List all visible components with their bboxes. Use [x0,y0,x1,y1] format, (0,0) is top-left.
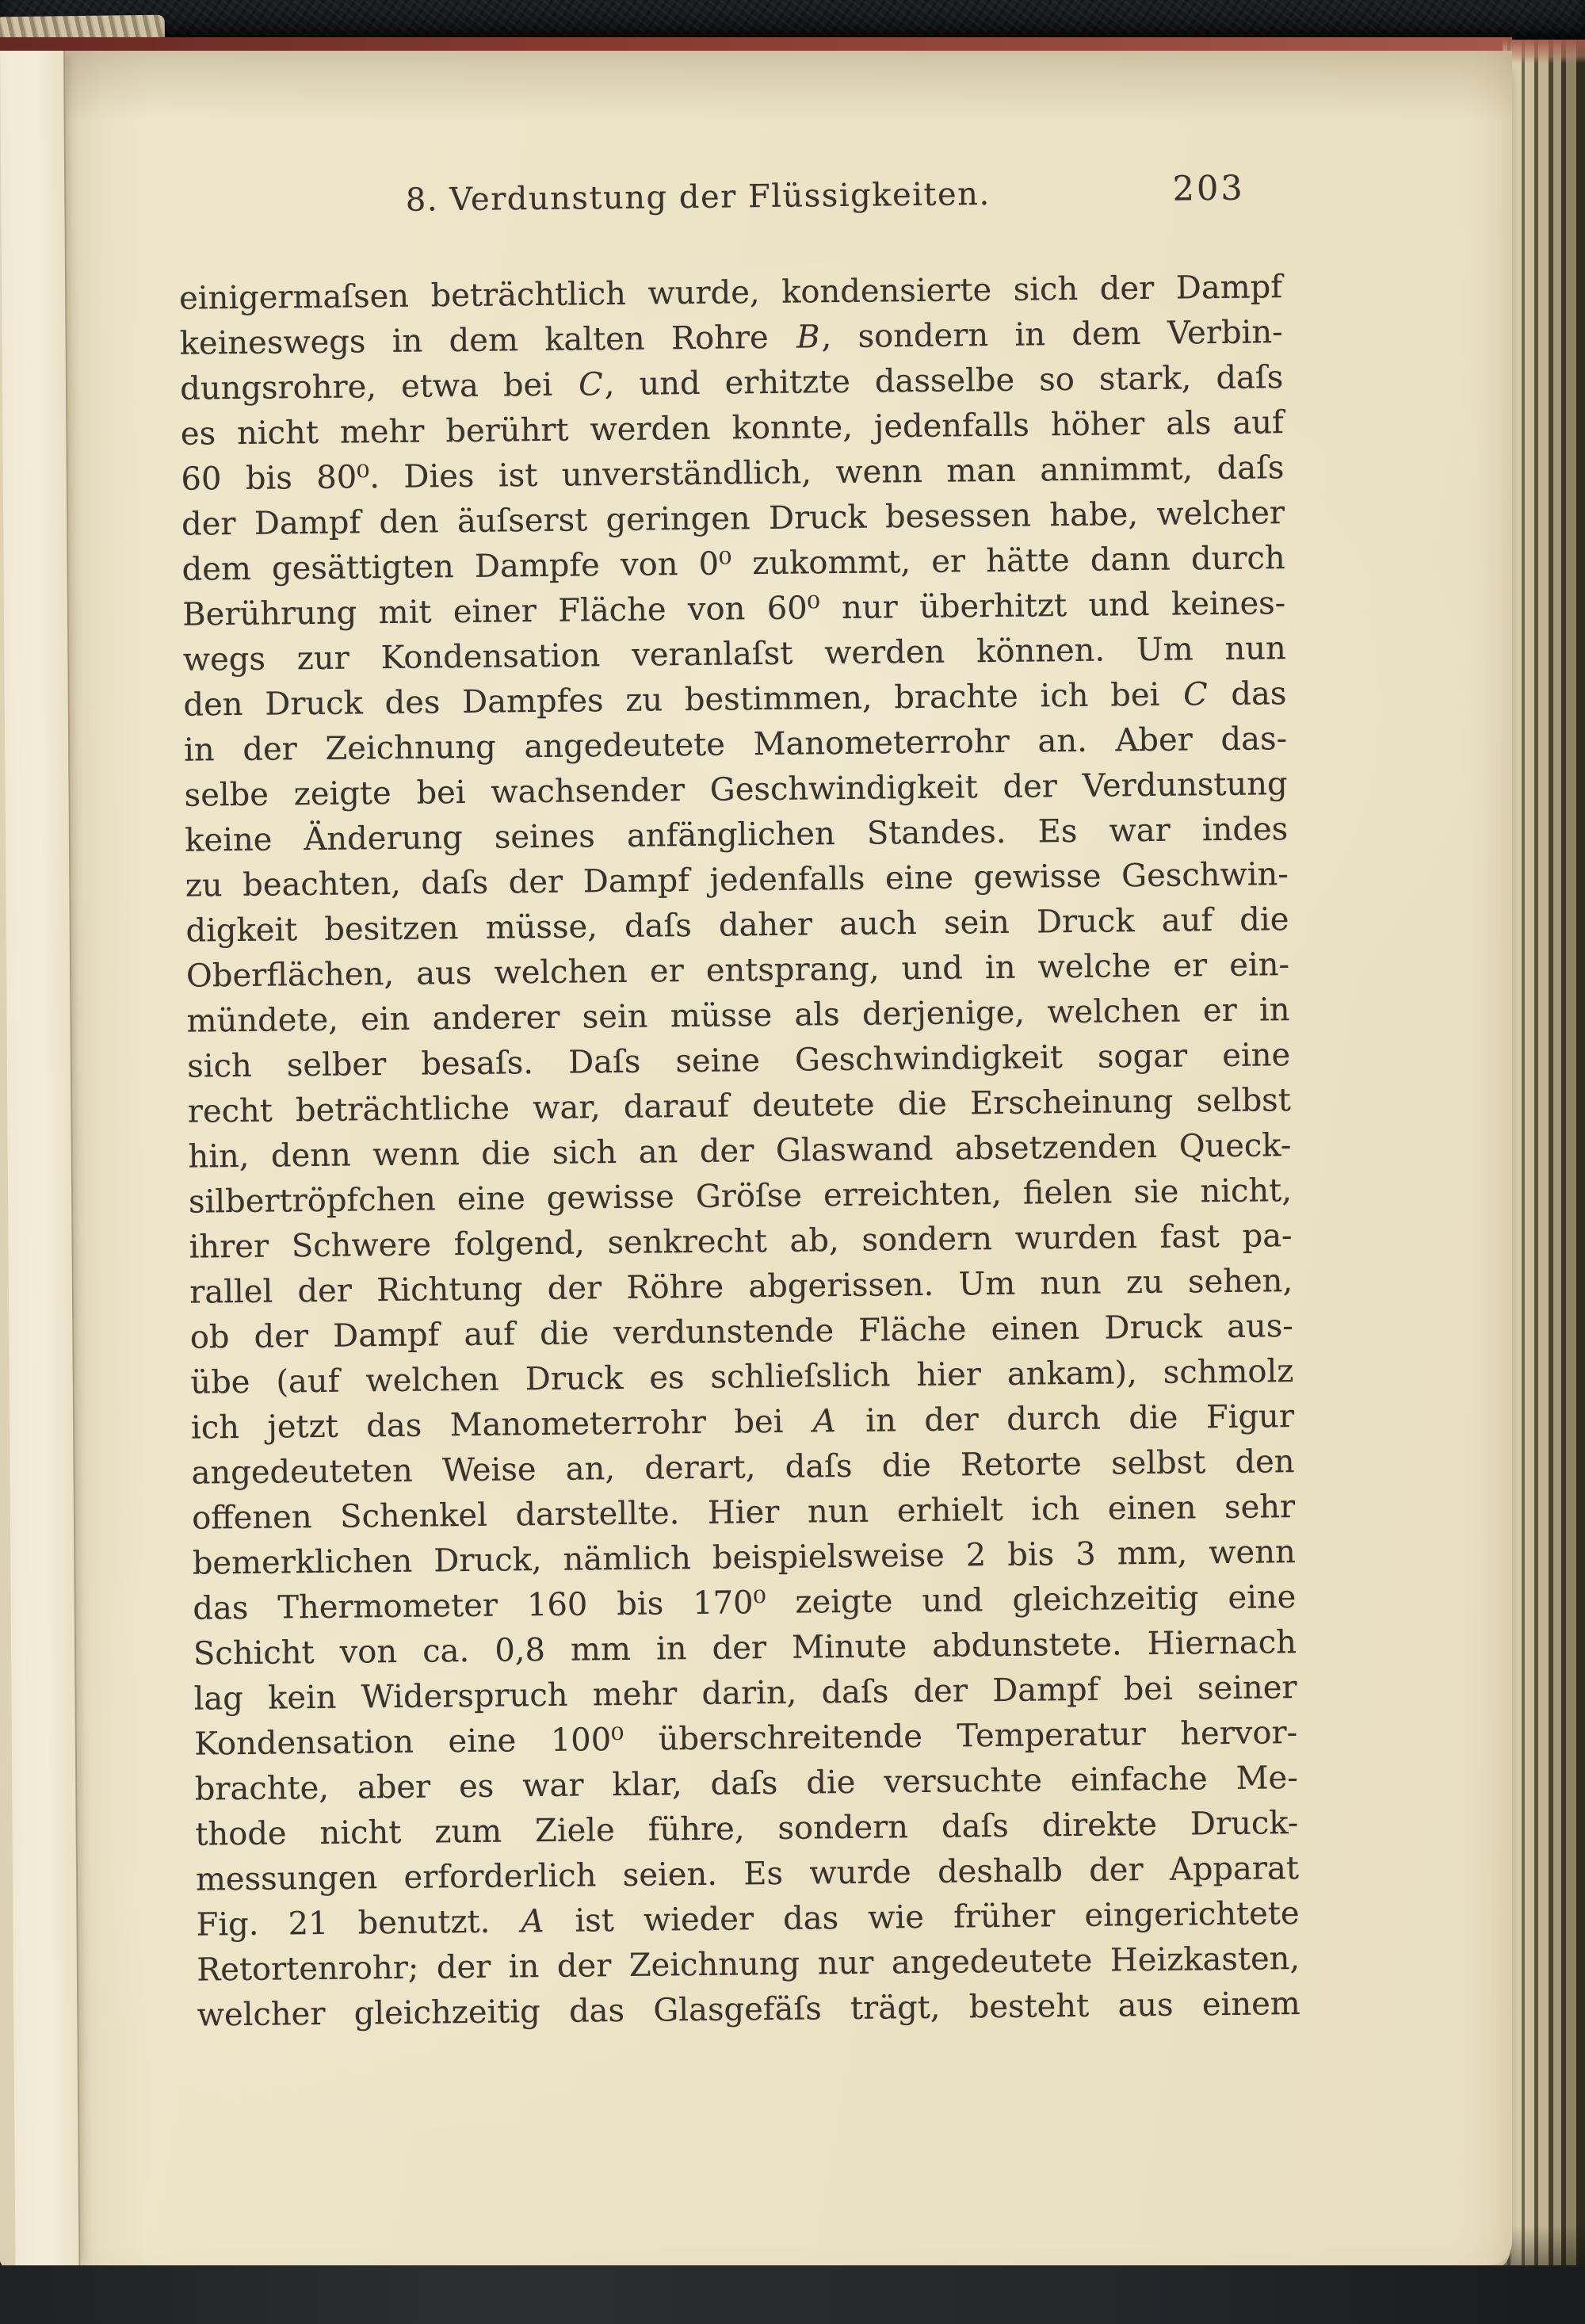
text-line: brachte, aber es war klar, daſs die versuchte einfache Me- [194,1760,1298,1808]
text-line: keineswegs in dem kalten Rohre B, sondern in dem Verbin- [179,314,1283,362]
text-line: Oberflächen, aus welchen er entsprang, und in welche er ein- [185,946,1290,995]
fore-edge-top-stain [1503,40,1585,63]
text-line: übe (auf welchen Druck es schlieſslich hier ankam), schmolz [190,1353,1294,1401]
text-line: dem gesättigten Dampfe von 0⁰ zukommt, er hätte dann durch [181,540,1285,588]
section-heading: 8. Verdunstung der Flüssigkeiten. [405,176,991,219]
text-line: ich jetzt das Manometerrohr bei A in der durch die Figur [190,1398,1295,1447]
text-line: 60 bis 80⁰. Dies ist unverständlich, wenn man annimmt, daſs [181,449,1285,498]
book-cover-top [0,0,1585,40]
text-line: ihrer Schwere folgend, senkrecht ab, sondern wurden fast pa- [189,1217,1293,1266]
page-header [178,168,1281,226]
text-line: wegs zur Kondensation veranlaſst werden können. Um nun [182,630,1287,678]
text-line: keine Änderung seines anfänglichen Standes. Es war indes [185,811,1289,859]
book-page [0,51,1512,2265]
text-line: thode nicht zum Ziele führe, sondern daſs direkte Druck- [195,1805,1299,1853]
text-line: es nicht mehr berührt werden konnte, jedenfalls höher als auf [180,404,1285,453]
text-line: welcher gleichzeitig das Glasgefäſs trägt, besteht aus einem [197,1986,1300,2034]
text-line: zu beachten, daſs der Dampf jedenfalls eine gewisse Geschwin- [185,856,1289,904]
text-line: sich selber besaſs. Daſs seine Geschwindigkeit sogar eine [186,1037,1291,1085]
text-line: lag kein Widerspruch mehr darin, daſs der Dampf bei seiner [193,1669,1297,1718]
text-line: rallel der Richtung der Röhre abgerissen. Um nun zu sehen, [189,1263,1293,1311]
gutter-fold [0,51,81,2265]
fore-edge-pages [1503,40,1585,2297]
text-line: bemerklichen Druck, nämlich beispielsweise 2 bis 3 mm, wenn [192,1534,1296,1582]
text-line: hin, denn wenn die sich an der Glaswand absetzenden Queck- [188,1127,1292,1175]
text-line: Berührung mit einer Fläche von 60⁰ nur überhitzt und keines- [182,585,1286,633]
text-line: silbertröpfchen eine gewisse Gröſse erreichten, fielen sie nicht, [188,1172,1293,1221]
text-block [178,168,1300,2038]
text-line: offenen Schenkel darstellte. Hier nun erhielt ich einen sehr [191,1489,1296,1537]
cover-red-edge [0,37,1512,52]
text-line: in der Zeichnung angedeutete Manometerrohr an. Aber das- [183,721,1288,769]
body-text [179,265,1300,2038]
text-line: Kondensation eine 100⁰ überschreitende Temperatur hervor- [193,1714,1298,1763]
page-number: 203 [1172,168,1245,209]
text-line: Schicht von ca. 0,8 mm in der Minute abdunstete. Hiernach [193,1624,1297,1672]
text-line: ob der Dampf auf die verdunstende Fläche einen Druck aus- [189,1308,1293,1356]
text-line: den Druck des Dampfes zu bestimmen, brachte ich bei C das [183,675,1287,724]
background-surface [0,2265,1585,2324]
text-line: mündete, ein anderer sein müsse als derjenige, welchen er in [186,992,1290,1040]
text-line: dungsrohre, etwa bei C, und erhitzte dasselbe so stark, daſs [180,359,1284,407]
text-line: digkeit besitzen müsse, daſs daher auch sein Druck auf die [185,901,1289,950]
text-line: recht beträchtliche war, darauf deutete die Erscheinung selbst [187,1082,1292,1130]
text-line: Retortenrohr; der in der Zeichnung nur angedeutete Heizkasten, [196,1940,1300,1989]
text-line: der Dampf den äuſserst geringen Druck besessen habe, welcher [181,495,1285,543]
text-line: angedeuteten Weise an, derart, daſs die Retorte selbst den [191,1443,1295,1492]
text-line: einigermaſsen beträchtlich wurde, kondensierte sich der Dampf [178,269,1283,317]
text-line: selbe zeigte bei wachsender Geschwindigkeit der Verdunstung [184,766,1288,814]
text-line: messungen erforderlich seien. Es wurde deshalb der Apparat [195,1850,1300,1898]
text-line: das Thermometer 160 bis 170⁰ zeigte und gleichzeitig eine [193,1579,1297,1627]
text-line: Fig. 21 benutzt. A ist wieder das wie früher eingerichtete [196,1895,1300,1944]
